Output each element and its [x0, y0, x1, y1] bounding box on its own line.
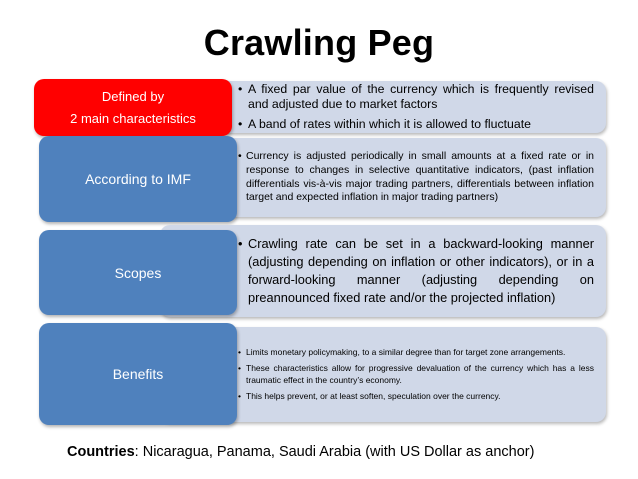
benefits-bullet-2: • These characteristics allow for progressive devaluation of the currency which has a less traumatic effect in the country’s economy.	[238, 363, 594, 386]
benefits-label	[39, 323, 237, 425]
imf-label	[39, 136, 237, 222]
scopes-label	[39, 230, 237, 315]
scopes-label-text: Scopes	[114, 264, 162, 281]
definition-label	[34, 79, 232, 136]
benefits-bullet-1: • Limits monetary policymaking, to a similar degree than for target zone arrangements.	[238, 347, 594, 359]
imf-label-text: According to IMF	[85, 171, 191, 187]
scopes-bullet-1: • Crawling rate can be set in a backward-looking manner (adjusting depending on inflation or other indicators), or in a forward-looking manner (adjusting depending on preannounced fixed rate and/or the projected inflation)	[238, 235, 594, 306]
definition-bullet-2: • A band of rates within which it is allowed to fluctuate	[238, 117, 594, 132]
countries-footer-label: Countries	[67, 444, 135, 460]
imf-bullet-1: • Currency is adjusted periodically in small amounts at a fixed rate or in response to changes in selective quantitative indicators, (past inflation differentials vis-à-vis major trading partners, differentials between inflation target and expected inflation in major trading partners)	[238, 150, 594, 205]
countries-footer-text: : Nicaragua, Panama, Saudi Arabia (with US Dollar as anchor)	[134, 444, 535, 460]
definition-label-line-2: 2 main characteristics	[70, 110, 196, 126]
definition-label-line-1: Defined by	[101, 88, 165, 104]
page-title: Crawling Peg	[203, 22, 435, 63]
benefits-label-text: Benefits	[112, 366, 164, 382]
definition-bullet-1: • A fixed par value of the currency which is frequently revised and adjusted due to market factors	[238, 82, 594, 112]
countries-footer	[67, 444, 534, 460]
benefits-bullet-3: • This helps prevent, or at least soften, speculation over the currency.	[238, 391, 594, 403]
